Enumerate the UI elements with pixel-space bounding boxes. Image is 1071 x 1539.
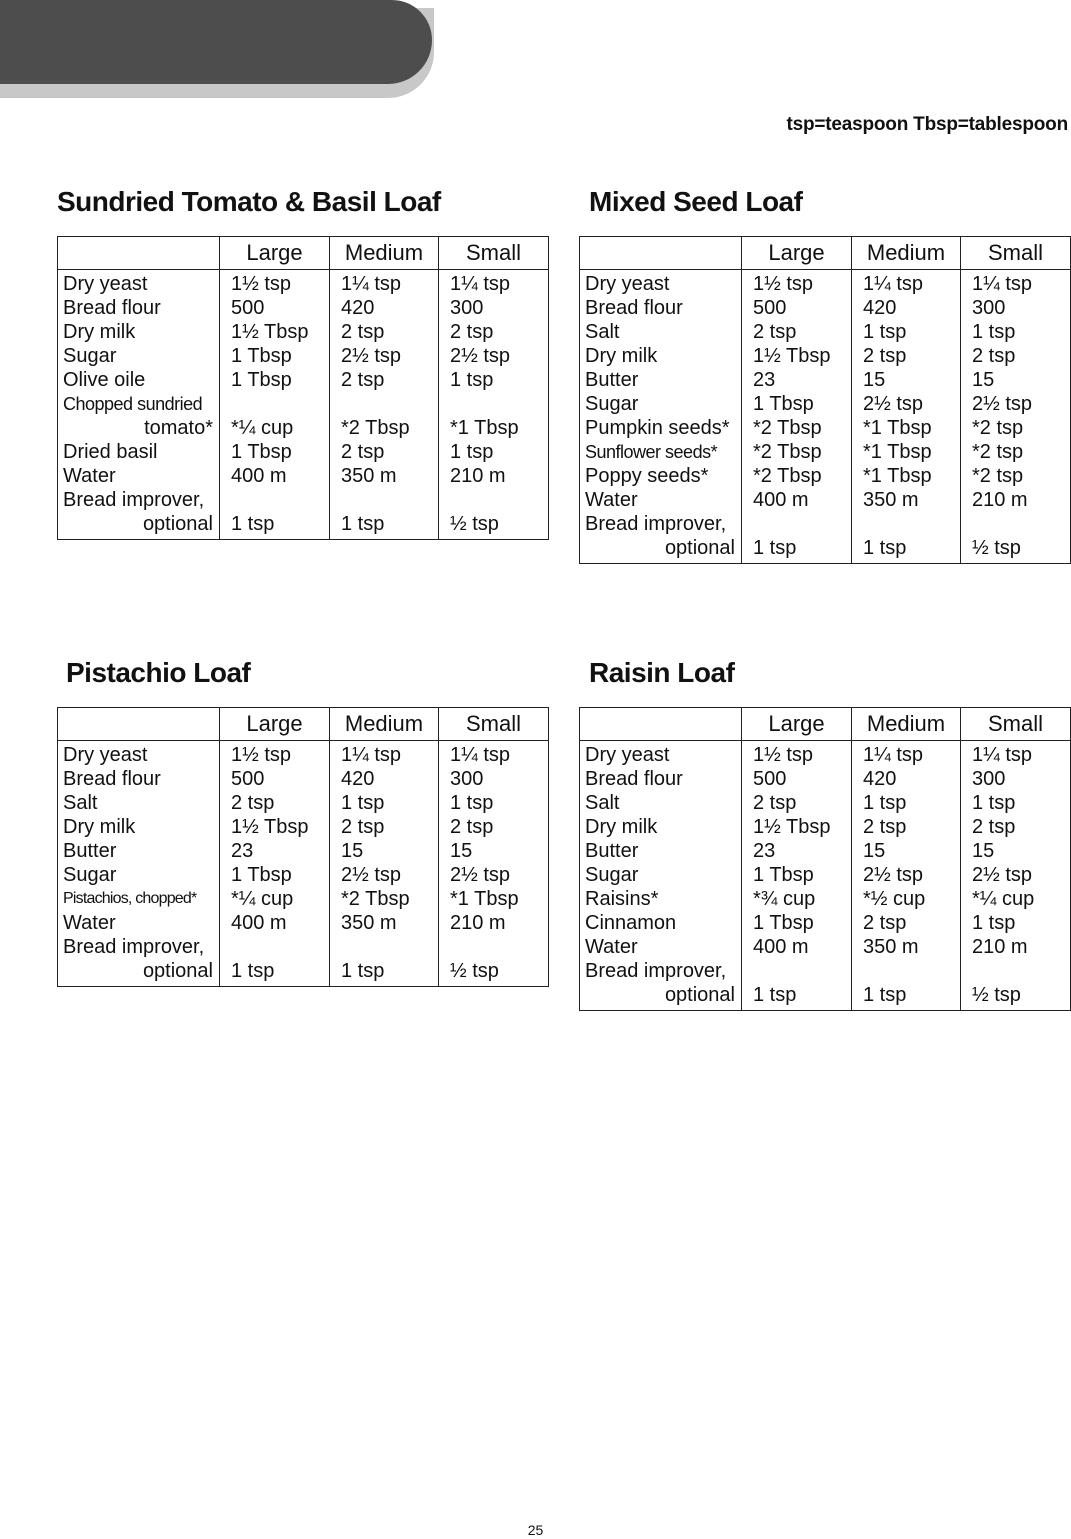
ingredient-name: Sugar	[585, 864, 639, 886]
ingredient-name: Sugar	[63, 345, 117, 367]
quantity-cell: *2 Tbsp	[753, 465, 822, 487]
page-number: 25	[527, 1522, 544, 1538]
medium-column	[330, 270, 439, 539]
quantity-cell: 2 tsp	[863, 912, 907, 934]
ingredient-name: Bread flour	[585, 768, 683, 790]
quantity-cell: 1¼ tsp	[972, 273, 1033, 295]
large-column	[220, 270, 330, 539]
quantity-cell: 1 tsp	[341, 513, 385, 535]
quantity-cell: 1 tsp	[753, 537, 797, 559]
quantity-cell: 350 m	[341, 465, 397, 487]
quantity-cell: *2 tsp	[972, 417, 1024, 439]
quantity-cell: 1 Tbsp	[231, 369, 292, 391]
quantity-cell: 2½ tsp	[450, 345, 511, 367]
large-column	[742, 741, 852, 1010]
header-medium: Medium	[852, 237, 961, 269]
quantity-cell: 1 tsp	[972, 321, 1016, 343]
quantity-cell: 1 tsp	[231, 513, 275, 535]
quantity-cell: 2 tsp	[341, 816, 385, 838]
quantity-cell: 1 Tbsp	[753, 912, 814, 934]
quantity-cell: 1½ tsp	[231, 273, 292, 295]
quantity-cell: 1½ tsp	[231, 744, 292, 766]
table-body	[58, 270, 548, 539]
quantity-cell: 500	[231, 297, 265, 319]
ingredient-name: Pumpkin seeds*	[585, 417, 730, 439]
quantity-cell: 2½ tsp	[341, 864, 402, 886]
recipe-raisin	[579, 656, 1071, 1011]
quantity-cell: 1½ Tbsp	[753, 345, 831, 367]
header-small: Small	[465, 240, 521, 265]
quantity-cell: *2 Tbsp	[341, 417, 410, 439]
header-ingredient	[580, 237, 742, 269]
quantity-cell: 1 Tbsp	[753, 864, 814, 886]
quantity-cell: 1 tsp	[863, 792, 907, 814]
quantity-cell: *¼ cup	[231, 417, 294, 439]
quantity-cell: 2½ tsp	[972, 393, 1033, 415]
ingredient-name: Dry yeast	[585, 744, 670, 766]
recipe-title: Mixed Seed Loaf	[589, 186, 803, 217]
ingredient-name: Water	[63, 465, 116, 487]
header-large: Large	[220, 237, 330, 269]
quantity-cell: 2 tsp	[341, 369, 385, 391]
ingredient-name: Sugar	[585, 393, 639, 415]
ingredient-name: Salt	[63, 792, 98, 814]
quantity-cell: 1½ Tbsp	[753, 816, 831, 838]
quantity-cell: 2 tsp	[753, 792, 797, 814]
quantity-cell: 350 m	[863, 489, 919, 511]
quantity-cell: *¼ cup	[972, 888, 1035, 910]
quantity-cell: *2 tsp	[972, 441, 1024, 463]
header-ingredient	[58, 708, 220, 740]
quantity-cell: 1½ tsp	[753, 273, 814, 295]
header-medium: Medium	[330, 708, 439, 740]
recipe-title: Raisin Loaf	[589, 657, 735, 688]
quantity-cell: 1 tsp	[863, 984, 907, 1006]
ingredient-name: optional	[142, 513, 213, 535]
ingredient-name: Olive oile	[63, 369, 146, 391]
quantity-cell: 2½ tsp	[450, 864, 511, 886]
ingredient-name: Sunflower seeds*	[585, 442, 718, 462]
medium-column	[330, 741, 439, 986]
small-column	[961, 270, 1070, 563]
ingredient-name: Bread improver,	[585, 960, 727, 982]
quantity-cell	[852, 512, 960, 536]
header-medium: Medium	[852, 708, 961, 740]
header-large: Large	[742, 708, 852, 740]
quantity-cell	[852, 959, 960, 983]
ingredient-name: Bread flour	[63, 297, 161, 319]
ingredient-name: optional	[142, 960, 213, 982]
quantity-cell: 300	[972, 297, 1006, 319]
quantity-cell: 1 Tbsp	[231, 441, 292, 463]
ingredient-name: Water	[585, 936, 638, 958]
quantity-cell: 1 tsp	[450, 441, 494, 463]
header-small: Small	[987, 711, 1043, 736]
quantity-cell: ½ tsp	[450, 960, 499, 982]
quantity-cell: *1 Tbsp	[450, 888, 519, 910]
ingredient-name: Bread flour	[63, 768, 161, 790]
ingredient-column	[58, 270, 220, 539]
quantity-cell: 1½ Tbsp	[231, 321, 309, 343]
header-medium: Medium	[330, 237, 439, 269]
quantity-cell: 1¼ tsp	[450, 744, 511, 766]
quantity-cell: 2½ tsp	[863, 393, 924, 415]
ingredient-name: Pistachios, chopped*	[63, 890, 197, 907]
table-header	[580, 237, 1070, 270]
quantity-cell: 1 tsp	[341, 960, 385, 982]
ingredient-name: Butter	[585, 840, 639, 862]
quantity-cell	[439, 392, 548, 416]
quantity-cell: 300	[972, 768, 1006, 790]
quantity-cell: ½ tsp	[450, 513, 499, 535]
quantity-cell: 1¼ tsp	[341, 273, 402, 295]
quantity-cell: 2 tsp	[753, 321, 797, 343]
quantity-cell	[330, 392, 438, 416]
quantity-cell: 1 tsp	[863, 537, 907, 559]
small-column	[439, 270, 548, 539]
ingredient-name: Bread improver,	[585, 513, 727, 535]
quantity-cell	[439, 488, 548, 512]
table-body	[580, 270, 1070, 563]
ingredient-table	[579, 236, 1071, 564]
ingredient-name: Bread improver,	[63, 489, 205, 511]
quantity-cell: 15	[863, 840, 886, 862]
quantity-cell: 400 m	[231, 465, 287, 487]
quantity-cell: *2 Tbsp	[341, 888, 410, 910]
quantity-cell: 2 tsp	[972, 345, 1016, 367]
ingredient-name: Cinnamon	[585, 912, 677, 934]
recipe-mixed-seed	[579, 185, 1071, 564]
large-column	[742, 270, 852, 563]
quantity-cell: *¾ cup	[753, 888, 816, 910]
quantity-cell: 1 tsp	[863, 321, 907, 343]
quantity-cell	[742, 512, 851, 536]
recipe-title: Sundried Tomato & Basil Loaf	[57, 186, 441, 217]
ingredient-name: Dry yeast	[585, 273, 670, 295]
quantity-cell: 2 tsp	[972, 816, 1016, 838]
table-header	[58, 237, 548, 270]
quantity-cell: 400 m	[753, 489, 809, 511]
table-header	[58, 708, 548, 741]
ingredient-name: Dried basil	[63, 441, 158, 463]
quantity-cell: *2 tsp	[972, 465, 1024, 487]
ingredient-column	[580, 270, 742, 563]
header-large: Large	[220, 708, 330, 740]
quantity-cell: 1 tsp	[972, 792, 1016, 814]
quantity-cell	[220, 488, 329, 512]
ingredient-table	[57, 236, 549, 540]
quantity-cell: 23	[753, 840, 776, 862]
quantity-cell: 1 Tbsp	[231, 864, 292, 886]
ingredient-name: Water	[585, 489, 638, 511]
ingredient-name: Raisins*	[585, 888, 659, 910]
quantity-cell	[330, 488, 438, 512]
quantity-cell: 1 Tbsp	[753, 393, 814, 415]
quantity-cell: 500	[231, 768, 265, 790]
header-ingredient	[580, 708, 742, 740]
header-small: Small	[987, 240, 1043, 265]
quantity-cell: 1¼ tsp	[341, 744, 402, 766]
ingredient-name: Dry milk	[585, 345, 658, 367]
quantity-cell: 1¼ tsp	[450, 273, 511, 295]
quantity-cell: *2 Tbsp	[753, 417, 822, 439]
ingredient-name: Dry yeast	[63, 744, 148, 766]
ingredient-column	[58, 741, 220, 986]
quantity-cell: 2½ tsp	[863, 864, 924, 886]
quantity-cell: 210 m	[450, 465, 506, 487]
quantity-cell: 300	[450, 297, 484, 319]
quantity-cell: 23	[753, 369, 776, 391]
quantity-cell: 2½ tsp	[972, 864, 1033, 886]
ingredient-name: optional	[664, 984, 735, 1006]
quantity-cell: *1 Tbsp	[863, 417, 932, 439]
quantity-cell	[961, 512, 1070, 536]
small-column	[439, 741, 548, 986]
medium-column	[852, 270, 961, 563]
quantity-cell: 2 tsp	[863, 816, 907, 838]
ingredient-name: Dry milk	[63, 816, 136, 838]
quantity-cell: 15	[450, 840, 473, 862]
ingredient-name: Salt	[585, 792, 620, 814]
ingredient-table	[57, 707, 549, 987]
header-tab	[0, 0, 432, 84]
quantity-cell: 420	[341, 768, 375, 790]
quantity-cell: 15	[341, 840, 364, 862]
table-body	[580, 741, 1070, 1010]
quantity-cell: 400 m	[231, 912, 287, 934]
quantity-cell: 210 m	[972, 489, 1028, 511]
ingredient-name: Water	[63, 912, 116, 934]
quantity-cell	[330, 935, 438, 959]
quantity-cell: 210 m	[450, 912, 506, 934]
quantity-cell	[742, 959, 851, 983]
ingredient-table	[579, 707, 1071, 1011]
quantity-cell: 210 m	[972, 936, 1028, 958]
quantity-cell: 2 tsp	[863, 345, 907, 367]
quantity-cell: 2 tsp	[341, 441, 385, 463]
quantity-cell: 1 tsp	[450, 792, 494, 814]
ingredient-name: Bread flour	[585, 297, 683, 319]
ingredient-name: Salt	[585, 321, 620, 343]
ingredient-name: Poppy seeds*	[585, 465, 709, 487]
large-column	[220, 741, 330, 986]
ingredient-name: Butter	[585, 369, 639, 391]
abbreviation-legend: tsp=teaspoon Tbsp=tablespoon	[786, 114, 1068, 135]
quantity-cell: 1 Tbsp	[231, 345, 292, 367]
quantity-cell: *2 Tbsp	[753, 441, 822, 463]
table-body	[58, 741, 548, 986]
ingredient-name: Sugar	[63, 864, 117, 886]
header-small: Small	[465, 711, 521, 736]
quantity-cell: 2 tsp	[231, 792, 275, 814]
quantity-cell: ½ tsp	[972, 537, 1021, 559]
quantity-cell: 420	[863, 297, 897, 319]
quantity-cell: 420	[863, 768, 897, 790]
recipe-title: Pistachio Loaf	[66, 657, 251, 688]
quantity-cell: 2 tsp	[341, 321, 385, 343]
quantity-cell: ½ tsp	[972, 984, 1021, 1006]
quantity-cell: 1 tsp	[450, 369, 494, 391]
small-column	[961, 741, 1070, 1010]
quantity-cell: 2 tsp	[450, 816, 494, 838]
quantity-cell	[220, 392, 329, 416]
quantity-cell: 1 tsp	[341, 792, 385, 814]
quantity-cell: 23	[231, 840, 254, 862]
quantity-cell: 15	[972, 840, 995, 862]
quantity-cell: 1¼ tsp	[863, 744, 924, 766]
header-large: Large	[742, 237, 852, 269]
quantity-cell: 1½ Tbsp	[231, 816, 309, 838]
ingredient-name: Dry yeast	[63, 273, 148, 295]
quantity-cell: 15	[863, 369, 886, 391]
quantity-cell: *¼ cup	[231, 888, 294, 910]
ingredient-name: Dry milk	[585, 816, 658, 838]
quantity-cell: 350 m	[341, 912, 397, 934]
quantity-cell: *1 Tbsp	[450, 417, 519, 439]
quantity-cell: 15	[972, 369, 995, 391]
ingredient-name: optional	[664, 537, 735, 559]
quantity-cell: 300	[450, 768, 484, 790]
quantity-cell: 1¼ tsp	[972, 744, 1033, 766]
quantity-cell	[220, 935, 329, 959]
quantity-cell: 1 tsp	[231, 960, 275, 982]
table-header	[580, 708, 1070, 741]
quantity-cell: 1 tsp	[972, 912, 1016, 934]
header-ingredient	[58, 237, 220, 269]
quantity-cell: 400 m	[753, 936, 809, 958]
ingredient-column	[580, 741, 742, 1010]
quantity-cell: 1½ tsp	[753, 744, 814, 766]
quantity-cell: 1¼ tsp	[863, 273, 924, 295]
quantity-cell: *½ cup	[863, 888, 926, 910]
ingredient-name: Chopped sundried	[63, 394, 203, 414]
recipe-sundried-tomato-basil	[57, 185, 549, 540]
ingredient-name: Butter	[63, 840, 117, 862]
quantity-cell: 350 m	[863, 936, 919, 958]
quantity-cell: *1 Tbsp	[863, 465, 932, 487]
quantity-cell: 500	[753, 297, 787, 319]
quantity-cell	[961, 959, 1070, 983]
quantity-cell: 1 tsp	[753, 984, 797, 1006]
ingredient-name: Dry milk	[63, 321, 136, 343]
medium-column	[852, 741, 961, 1010]
ingredient-name: Bread improver,	[63, 936, 205, 958]
quantity-cell	[439, 935, 548, 959]
quantity-cell: 420	[341, 297, 375, 319]
ingredient-name: tomato*	[144, 417, 213, 439]
quantity-cell: 500	[753, 768, 787, 790]
quantity-cell: 2½ tsp	[341, 345, 402, 367]
quantity-cell: 2 tsp	[450, 321, 494, 343]
quantity-cell: *1 Tbsp	[863, 441, 932, 463]
recipe-pistachio	[57, 656, 549, 987]
